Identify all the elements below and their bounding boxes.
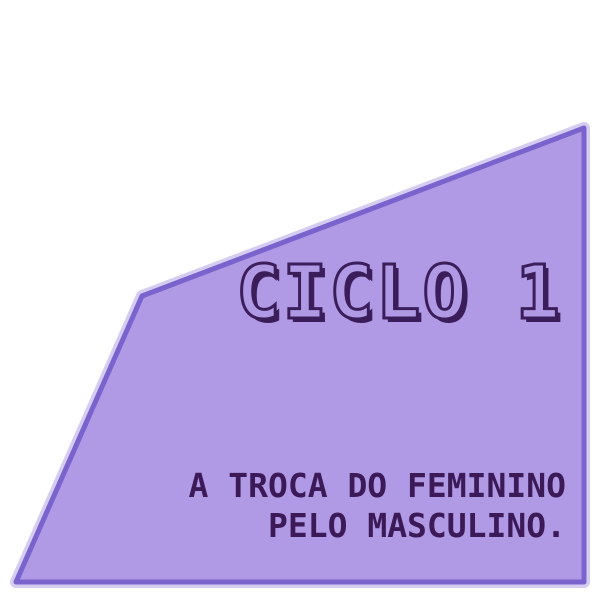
subtitle-line-1: A TROCA DO FEMININO [188,466,566,505]
subtitle-line-2: PELO MASCULINO. [267,506,566,545]
cycle-subtitle [189,466,567,546]
cycle-title: CICLO 1 [236,250,562,336]
